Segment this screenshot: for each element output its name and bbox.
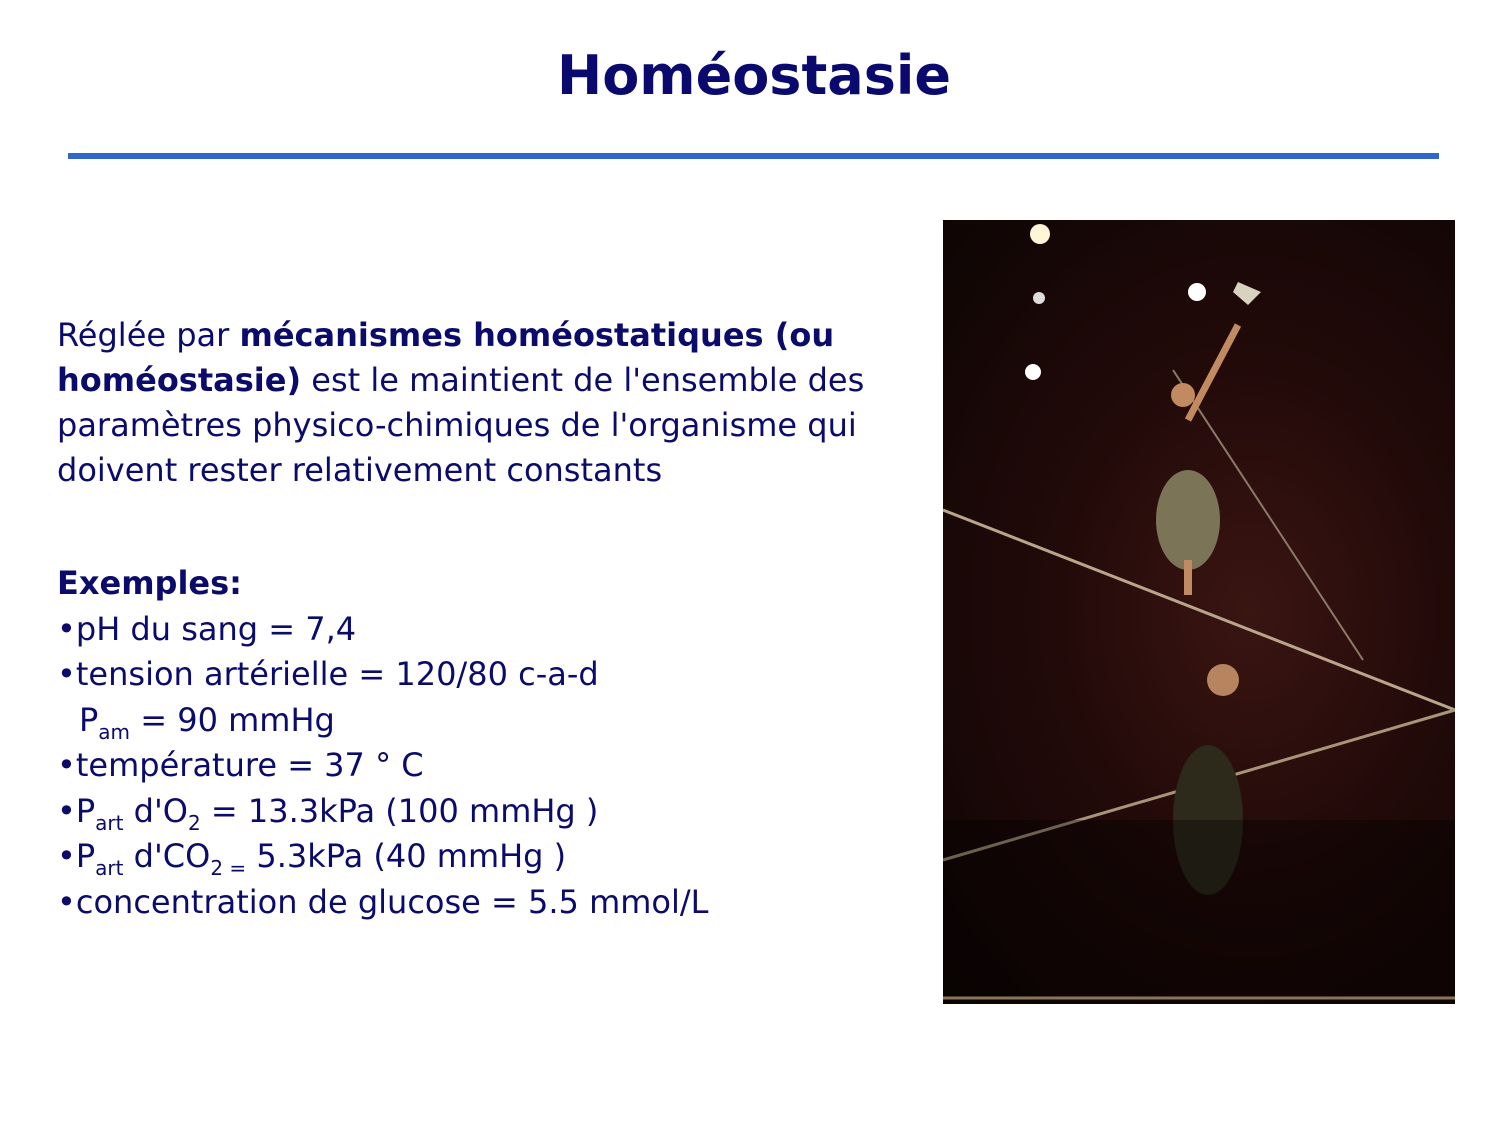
example-co2 <box>57 834 709 880</box>
pam-sub: am <box>98 719 131 744</box>
intro-line-4: doivent rester relativement constants <box>57 451 663 489</box>
example-pam <box>57 698 709 744</box>
co2-p: •P <box>57 837 96 875</box>
intro-paragraph <box>57 313 917 493</box>
intro-bold-1: mécanismes homéostatiques (ou <box>239 316 835 354</box>
spotlight <box>1025 364 1041 380</box>
o2-p: •P <box>57 791 96 830</box>
acrobat-arm <box>1188 325 1238 420</box>
audience <box>943 820 1455 1004</box>
spotlight <box>1030 224 1050 244</box>
tightrope-photo <box>943 220 1455 1004</box>
hanging-lamp <box>1233 282 1261 305</box>
example-ph: •pH du sang = 7,4 <box>57 609 357 648</box>
intro-prefix: Réglée par <box>57 316 240 354</box>
example-glucose: •concentration de glucose = 5.5 mmol/L <box>57 882 709 921</box>
co2-sub: art <box>95 856 124 880</box>
examples-heading: Exemples: <box>57 564 242 602</box>
example-temperature: •température = 37 ° C <box>57 746 424 784</box>
intro-bold-2: homéostasie) <box>57 361 302 399</box>
pam-rest: = 90 mmHg <box>130 700 335 739</box>
examples-list <box>57 561 709 925</box>
co2-rest: 5.3kPa (40 mmHg ) <box>246 837 567 875</box>
slide-title: Homéostasie <box>557 44 951 107</box>
acrobat-lower-head <box>1207 664 1239 696</box>
title-divider <box>68 153 1439 159</box>
acrobat-upper <box>1156 470 1220 570</box>
acrobat-head <box>1171 383 1195 407</box>
example-tension: •tension artérielle = 120/80 c-a-d <box>57 655 599 693</box>
intro-rest-1: est le maintient de l'ensemble des <box>301 361 865 399</box>
photo-illustration <box>943 220 1455 1004</box>
intro-line-3: paramètres physico-chimiques de l'organisme qui <box>57 406 857 444</box>
example-o2 <box>57 789 709 835</box>
o2-sub: art <box>95 810 124 835</box>
spotlight <box>1188 283 1206 301</box>
spotlight <box>1033 292 1045 304</box>
pam-p: P <box>79 700 99 739</box>
co2-sub2: 2 = <box>210 856 247 880</box>
co2-mid: d'CO <box>123 837 211 875</box>
o2-rest: = 13.3kPa (100 mmHg ) <box>200 791 599 830</box>
o2-mid: d'O <box>123 791 188 830</box>
o2-sub2: 2 <box>187 810 201 835</box>
